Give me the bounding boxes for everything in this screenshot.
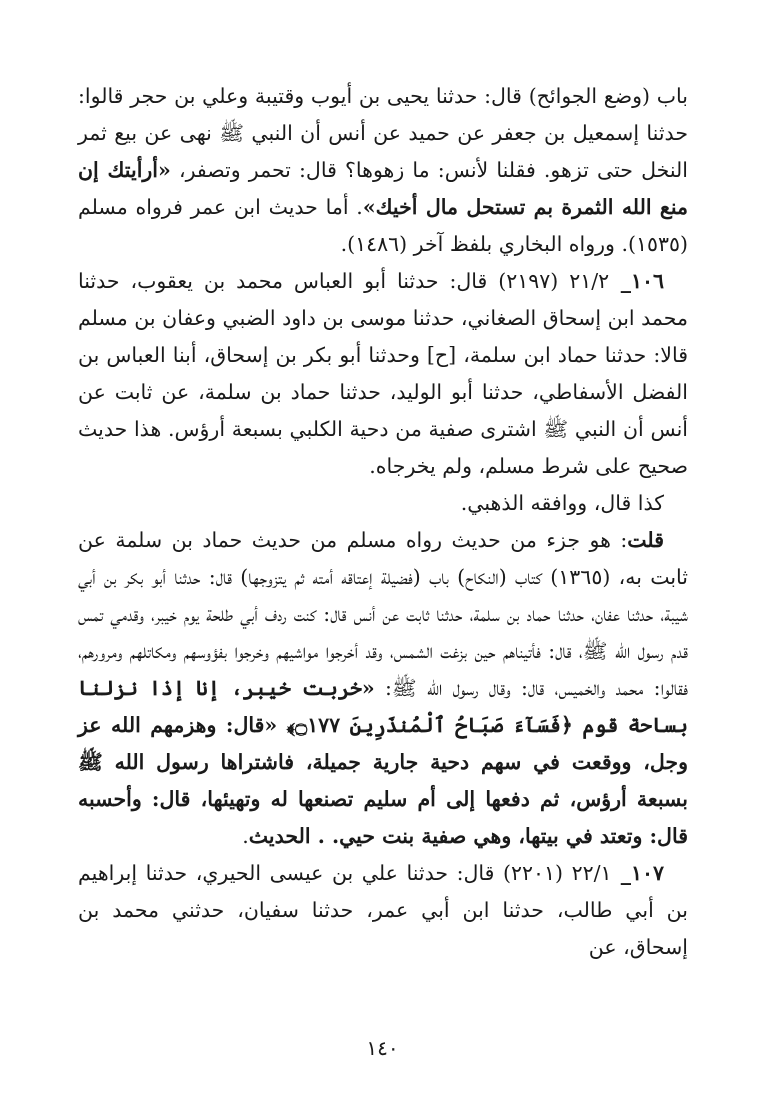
page-body [78,78,688,966]
paragraph-hadith-107 [78,855,688,966]
text-span: . [242,824,249,848]
paragraph-dhahabi-note [78,485,688,522]
text-span: : هو جزء من حديث رواه مسلم من حديث حماد بن سلمة عن ثابت به، (١٣٦٥) كتاب (النكاح) باب (فضيلة إعتاقه أمته ثم يتزوجها) قال: حدثنا أبو بكر بن أبي شيبة، حدثنا عفان، حدثنا حماد بن سلمة، حدثنا ثابت عن أنس قال: كنت ردف أبي طلحة يوم خيبر، وقدمي تمس قدم رسول الله ﷺ، قال: فأتيناهم حين بزغت الشمس، وقد أخرجوا مواشيهم وخرجوا بفؤوسهم ومكاتلهم ومرورهم، فقالوا: محمد والخميس، قال: وقال رسول الله ﷺ: [78,528,688,700]
text-span: ٢٢/١ (٢٢٠١) قال: حدثنا علي بن عيسى الحيري، حدثنا إبراهيم بن أبي طالب، حدثنا ابن أبي عمر، حدثنا سفيان، حدثني محمد بن إسحاق، عن [78,861,688,959]
paragraph-hadith-105-end [78,78,688,263]
text-span: ٢١/٢ (٢١٩٧) قال: حدثنا أبو العباس محمد بن يعقوب، حدثنا محمد ابن إسحاق الصغاني، حدثنا موسى بن داود الضبي وعفان بن مسلم قالا: حدثنا حماد ابن سلمة، [ح] وحدثنا أبو بكر بن إسحاق، أبنا العباس بن الفضل الأسفاطي، حدثنا أبو الوليد، حدثنا حماد بن سلمة، عن ثابت عن أنس أن النبي ﷺ اشترى صفية من دحية الكلبي بسبعة أرؤس. هذا حديث صحيح على شرط مسلم، ولم يخرجاه. [78,269,688,478]
text-span: ١٠٦_ [609,269,664,293]
text-span: باب (وضع الجوائح) قال: حدثنا يحيى بن أيوب وقتيبة وعلي بن حجر قالوا: حدثنا إسمعيل بن جعفر عن حميد عن أنس أن النبي ﷺ نهى عن بيع ثمر النخل حتى تزهو. فقلنا لأنس: ما زهوها؟ قال: تحمر وتصفر، [78,84,688,182]
text-span: «خربت خيبر، إنا إذا نزلنا بساحة قوم ﴿فَسَآءَ صَبَاحُ ٱلْمُنذَرِينَ ۝١٧٧﴾ «قال: وهزمهم الله عز وجل، ووقعت في سهم دحية جارية جميلة، فاشتراها رسول الله ﷺ بسبعة أرؤس، ثم دفعها إلى أم سليم تصنعها له وتهيئها، قال: وأحسبه قال: وتعتد في بيتها، وهي صفية بنت حيي. . الحديث [78,676,688,848]
text-span: «أرأيتك إن منع الله الثمرة بم تستحل مال أخيك» [78,158,688,219]
text-span: . أما حديث ابن عمر فرواه مسلم (١٥٣٥). ورواه البخاري بلفظ آخر (١٤٨٦). [78,195,688,256]
paragraph-hadith-106 [78,263,688,485]
text-span: كذا قال، ووافقه الذهبي. [460,491,664,515]
text-span: قلت [627,528,664,552]
text-span: ١٠٧_ [611,861,665,885]
paragraph-author-comment [78,522,688,855]
page-number: ١٤٠ [366,1036,399,1060]
